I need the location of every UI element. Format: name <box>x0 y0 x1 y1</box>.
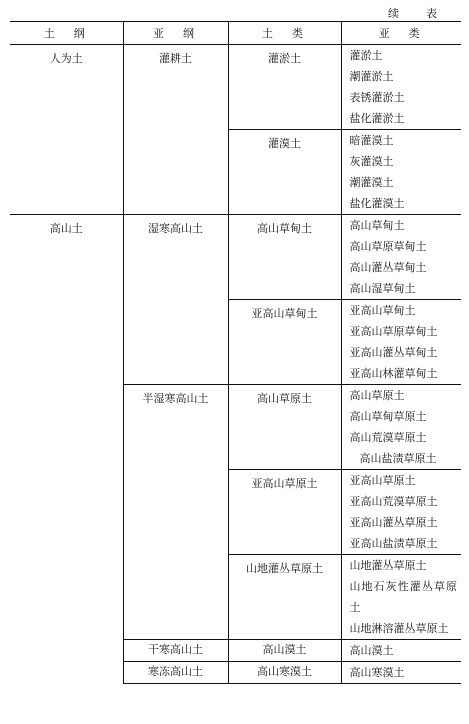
header-soil-subgroup: 亚 类 <box>341 22 461 45</box>
header-soil-group: 土 类 <box>228 22 341 45</box>
header-soil-suborder: 亚 纲 <box>123 22 228 45</box>
subgroup-item: 盐化灌漠土 <box>349 197 405 210</box>
subgroup-item: 亚高山荒漠草原土 <box>349 495 438 508</box>
subgroup-item: 亚高山草原土 <box>349 474 416 487</box>
soil-group-cell: 高山草原土 <box>228 385 341 470</box>
subgroup-item: 高山草甸草原土 <box>349 410 427 423</box>
soil-subgroups-cell <box>341 130 461 215</box>
subgroup-item: 潮灌漠土 <box>349 176 394 189</box>
subgroup-item: 高山草原草甸土 <box>349 240 427 253</box>
subgroup-item: 亚高山灌丛草原土 <box>349 516 438 529</box>
subgroup-item: 亚高山灌丛草甸土 <box>349 346 438 359</box>
soil-group-cell: 山地灌丛草原土 <box>228 555 341 640</box>
soil-group-cell: 高山草甸土 <box>228 215 341 300</box>
subgroup-item: 高山漠土 <box>349 644 394 657</box>
soil-order-cell: 高山土 <box>10 215 123 684</box>
soil-subgroups-cell <box>341 215 461 300</box>
soil-suborder-cell: 灌耕土 <box>123 45 228 215</box>
subgroup-item: 表锈灌淤土 <box>349 91 405 104</box>
table-row <box>10 45 461 130</box>
subgroup-item: 灌淤土 <box>349 49 383 62</box>
subgroup-item: 高山草甸土 <box>349 219 405 232</box>
soil-subgroups-cell <box>341 300 461 385</box>
soil-suborder-cell: 寒冻高山土 <box>123 662 228 684</box>
soil-group-cell: 灌淤土 <box>228 45 341 130</box>
subgroup-item: 山地淋溶灌丛草原土 <box>349 622 449 635</box>
soil-subgroups-cell <box>341 470 461 555</box>
subgroup-item: 高山荒漠草原土 <box>349 431 427 444</box>
soil-classification-table <box>10 21 461 684</box>
subgroup-item: 高山盐渍草原土 <box>359 452 437 465</box>
subgroup-item: 亚高山草原草甸土 <box>349 325 438 338</box>
subgroup-item: 高山灌丛草甸土 <box>349 261 427 274</box>
subgroup-item: 亚高山草甸土 <box>349 304 416 317</box>
soil-group-cell: 亚高山草原土 <box>228 470 341 555</box>
subgroup-item: 潮灌淤土 <box>349 70 394 83</box>
soil-subgroups-cell <box>341 555 461 640</box>
header-soil-order: 土 纲 <box>10 22 123 45</box>
soil-order-cell: 人为土 <box>10 45 123 215</box>
subgroup-item: 高山草原土 <box>349 389 405 402</box>
subgroup-item: 暗灌漠土 <box>349 134 394 147</box>
subgroup-item: 山地石灰性灌丛草原土 <box>349 580 457 614</box>
subgroup-item: 灰灌漠土 <box>349 155 394 168</box>
soil-suborder-cell: 半湿寒高山土 <box>123 385 228 640</box>
subgroup-item: 高山湿草甸土 <box>349 282 416 295</box>
soil-suborder-cell: 干寒高山土 <box>123 640 228 662</box>
soil-group-cell: 高山漠土 <box>228 640 341 662</box>
subgroup-item: 盐化灌淤土 <box>349 112 405 125</box>
table-header-row <box>10 22 461 45</box>
continued-label: 续 表 <box>388 7 445 20</box>
soil-subgroups-cell <box>341 662 461 684</box>
soil-group-cell: 高山寒漠土 <box>228 662 341 684</box>
soil-group-cell: 灌漠土 <box>228 130 341 215</box>
soil-subgroups-cell <box>341 640 461 662</box>
subgroup-item: 亚高山林灌草甸土 <box>349 367 438 380</box>
soil-subgroups-cell <box>341 45 461 130</box>
subgroup-item: 亚高山盐渍草原土 <box>349 537 438 550</box>
table-row <box>10 215 461 300</box>
subgroup-item: 山地灌丛草原土 <box>349 559 427 572</box>
soil-group-cell: 亚高山草甸土 <box>228 300 341 385</box>
soil-suborder-cell: 湿寒高山土 <box>123 215 228 385</box>
soil-subgroups-cell <box>341 385 461 470</box>
subgroup-item: 高山寒漠土 <box>349 666 405 679</box>
